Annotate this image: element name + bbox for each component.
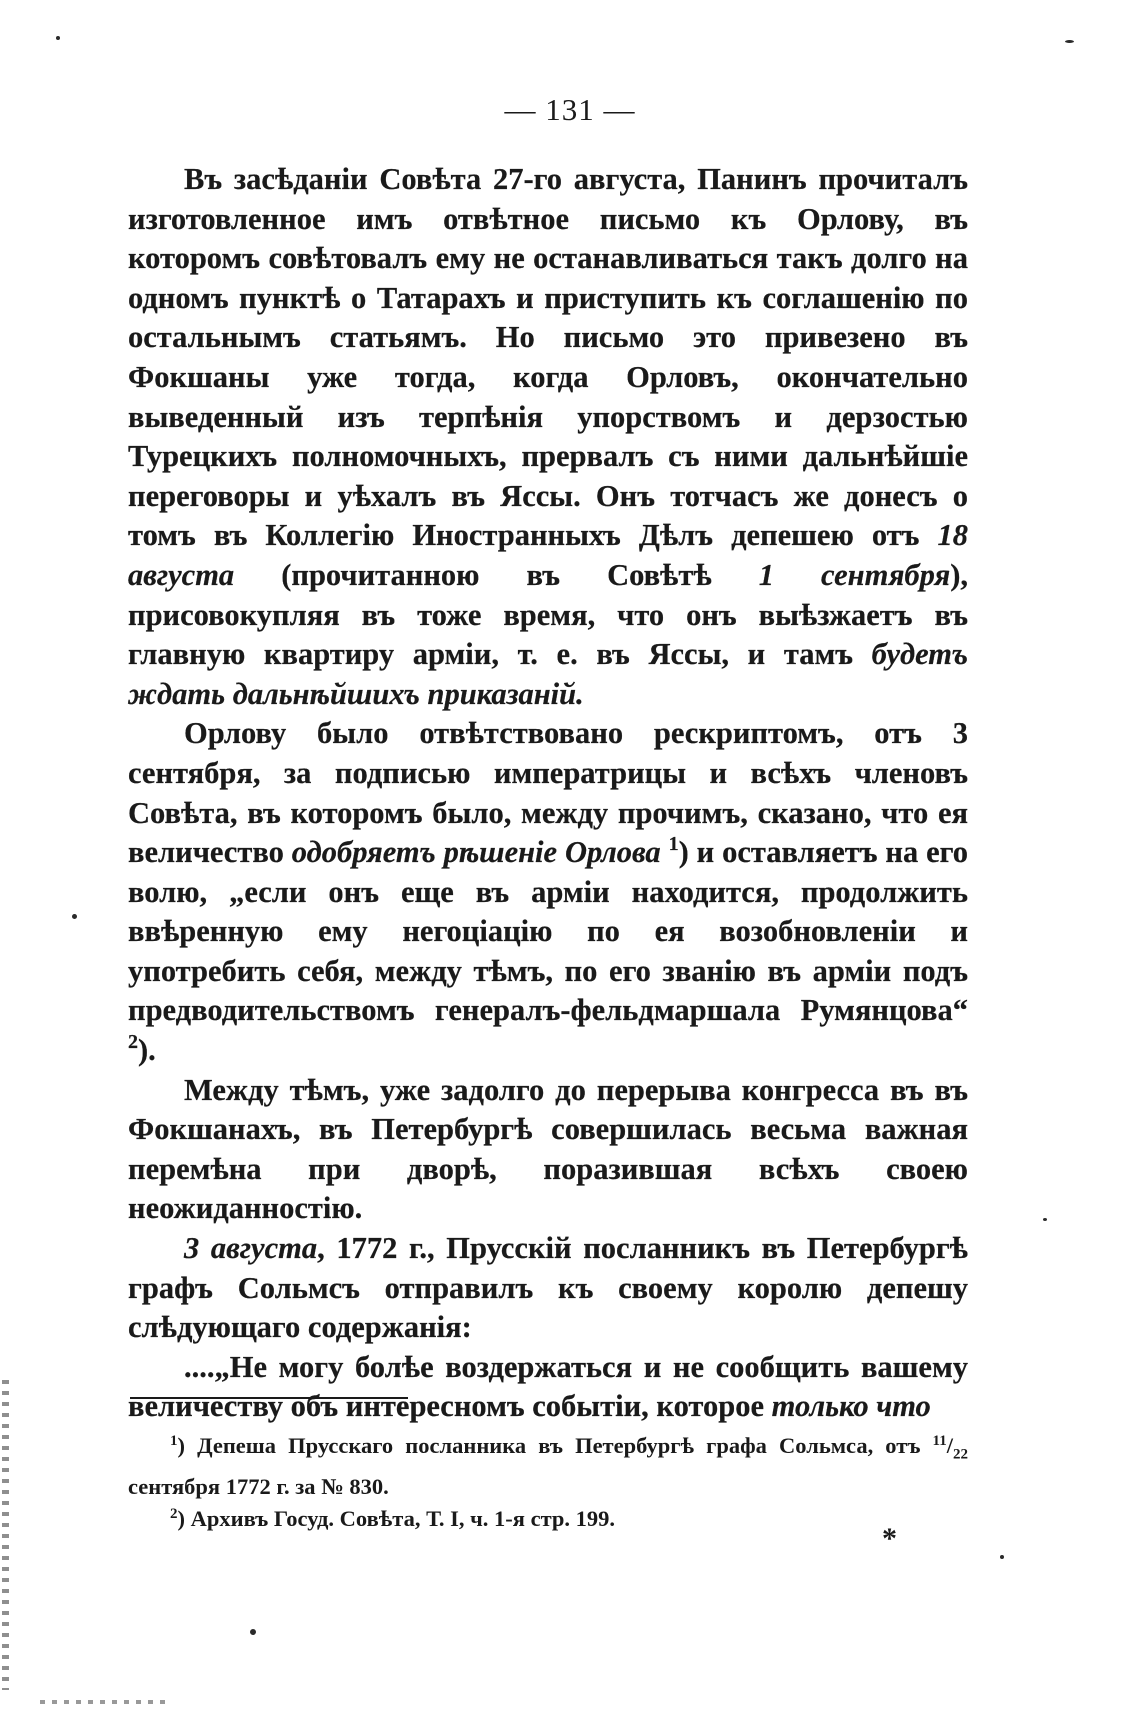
scan-speck (1043, 1218, 1047, 1221)
paragraph-3: Между тѣмъ, уже задолго до перерыва конгресса въ въ Фокшанахъ, въ Петербургѣ совершилась весьма важная перемѣна при дворѣ, поразившая всѣхъ своею неожиданностію. (128, 1072, 968, 1226)
footnote-2: $^2$) Архивъ Госуд. Совѣта, Т. I, ч. 1-я стр. 199. (170, 1505, 616, 1531)
paragraph-4: 3 августа, 1772 г., Прусскій посланникъ въ Петербургѣ графъ Сольмсъ отправилъ къ своему королю депешу слѣдующаго содержанія: (128, 1231, 968, 1345)
footnote-ref-1: 1 (668, 833, 679, 856)
page-body (128, 160, 968, 1427)
scan-speck (1000, 1555, 1004, 1559)
footnote-ref-2: 2 (128, 1031, 138, 1054)
scan-edge-noise (2, 1380, 9, 1690)
signature-mark: * (882, 1522, 897, 1555)
footnote-1: $^1$) Депеша Прусскаго посланника въ Петербургѣ графа Сольмса, отъ $^{11}/_{22}$ сентября 1772 г. за № 830. (128, 1433, 968, 1499)
scan-speck (56, 36, 60, 40)
scan-speck (1065, 40, 1074, 43)
footnote-divider (130, 1397, 408, 1399)
scan-bottom-noise (40, 1700, 170, 1704)
scan-speck (72, 914, 77, 919)
paragraph-1: Въ засѣданіи Совѣта 27-го августа, Панинъ прочиталъ изготовленное имъ отвѣтное письмо къ Орлову, въ которомъ совѣтовалъ ему не останавливаться такъ долго на одномъ пунктѣ о Татарахъ и приступить къ соглашенію по остальнымъ статьямъ. Но письмо это привезено въ Фокшаны уже тогда, когда Орловъ, окончательно выведенный изъ терпѣнія упорствомъ и дерзостью Турецкихъ полномочныхъ, прервалъ съ ними дальнѣйшіе переговоры и уѣхалъ въ Яссы. Онъ тотчасъ же донесъ о томъ въ Коллегію Иностранныхъ Дѣлъ депешею отъ 18 августа (прочитанною въ Совѣтѣ 1 сентября), присовокупляя въ тоже время, что онъ выѣзжаетъ въ главную квартиру арміи, т. е. въ Яссы, и тамъ будетъ ждать дальнѣйшихъ приказаній. (128, 162, 968, 711)
scan-speck (250, 1629, 256, 1635)
page-number: — 131 — (504, 92, 636, 127)
footnotes (128, 1430, 968, 1535)
paragraph-2: Орлову было отвѣтствовано рескриптомъ, отъ 3 сентября, за подписью императрицы и всѣхъ членовъ Совѣта, въ которомъ было, между прочимъ, сказано, что ея величество одобряетъ рѣшеніе Орлова $^1$) и оставляетъ на его волю, „если онъ еще въ арміи находится, продолжить ввѣренную ему негоціацію по ея возобновленіи и употребить себя, между тѣмъ, по его званію въ арміи подъ предводительствомъ генералъ-фельдмаршала Румянцова“ $^2$). (128, 716, 969, 1068)
paragraph-5: ....„Не могу болѣе воздержаться и не сообщить вашему величеству объ интересномъ событіи, которое только что (128, 1349, 968, 1424)
